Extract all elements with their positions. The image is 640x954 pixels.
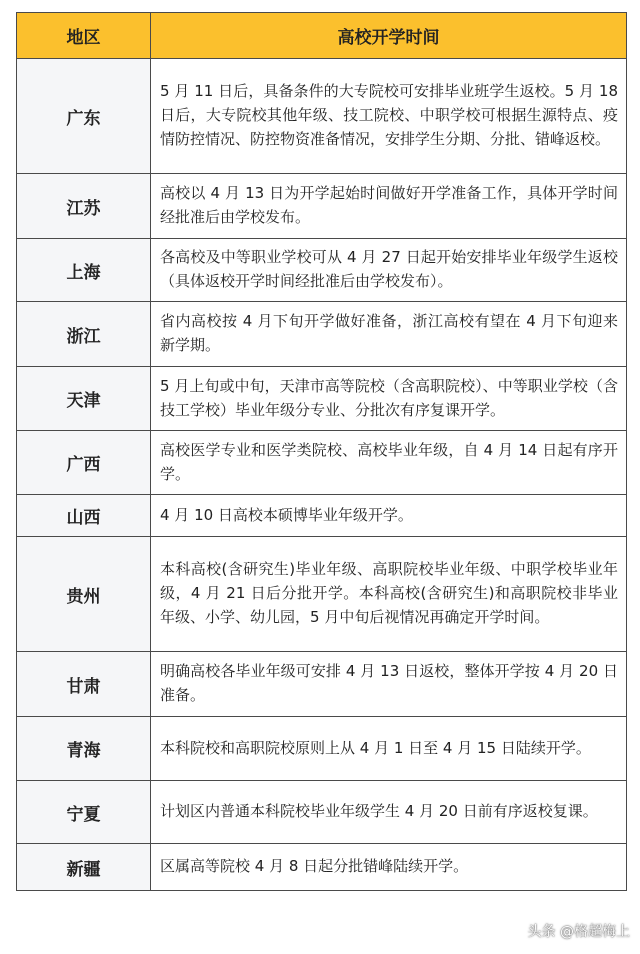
region-cell: 贵州 bbox=[17, 537, 151, 652]
table-row bbox=[17, 174, 627, 239]
header-opening-time: 高校开学时间 bbox=[151, 13, 627, 59]
region-cell: 江苏 bbox=[17, 174, 151, 239]
table-row bbox=[17, 239, 627, 302]
region-cell: 甘肃 bbox=[17, 652, 151, 717]
table-row bbox=[17, 844, 627, 891]
opening-time-cell: 计划区内普通本科院校毕业年级学生 4 月 20 日前有序返校复课。 bbox=[151, 781, 627, 844]
opening-time-cell: 4 月 10 日高校本硕博毕业年级开学。 bbox=[151, 495, 627, 537]
school-opening-table bbox=[16, 12, 627, 891]
region-cell: 广西 bbox=[17, 431, 151, 495]
opening-time-cell: 区属高等院校 4 月 8 日起分批错峰陆续开学。 bbox=[151, 844, 627, 891]
table-row bbox=[17, 717, 627, 781]
opening-time-cell: 5 月 11 日后，具备条件的大专院校可安排毕业班学生返校。5 月 18 日后，大专院校其他年级、技工院校、中职学校可根据生源特点、疫情防控情况、防控物资准备情况，安排学生分期、分批、错峰返校。 bbox=[151, 59, 627, 174]
table-row bbox=[17, 652, 627, 717]
table-row bbox=[17, 537, 627, 652]
opening-time-cell: 5 月上旬或中旬，天津市高等院校（含高职院校）、中等职业学校（含技工学校）毕业年级分专业、分批次有序复课开学。 bbox=[151, 367, 627, 431]
opening-time-cell: 明确高校各毕业年级可安排 4 月 13 日返校，整体开学按 4 月 20 日准备。 bbox=[151, 652, 627, 717]
opening-time-cell: 各高校及中等职业学校可从 4 月 27 日起开始安排毕业年级学生返校（具体返校开学时间经批准后由学校发布）。 bbox=[151, 239, 627, 302]
table-header-row bbox=[17, 13, 627, 59]
watermark: 头条 @格超梅上 bbox=[527, 924, 630, 940]
table-row bbox=[17, 367, 627, 431]
region-cell: 天津 bbox=[17, 367, 151, 431]
header-region: 地区 bbox=[17, 13, 151, 59]
table-row bbox=[17, 495, 627, 537]
opening-time-cell: 省内高校按 4 月下旬开学做好准备，浙江高校有望在 4 月下旬迎来新学期。 bbox=[151, 302, 627, 367]
opening-time-cell: 高校医学专业和医学类院校、高校毕业年级，自 4 月 14 日起有序开学。 bbox=[151, 431, 627, 495]
opening-time-cell: 高校以 4 月 13 日为开学起始时间做好开学准备工作，具体开学时间经批准后由学校发布。 bbox=[151, 174, 627, 239]
opening-time-cell: 本科院校和高职院校原则上从 4 月 1 日至 4 月 15 日陆续开学。 bbox=[151, 717, 627, 781]
region-cell: 宁夏 bbox=[17, 781, 151, 844]
region-cell: 山西 bbox=[17, 495, 151, 537]
region-cell: 广东 bbox=[17, 59, 151, 174]
opening-time-cell: 本科高校(含研究生)毕业年级、高职院校毕业年级、中职学校毕业年级，4 月 21 日后分批开学。本科高校(含研究生)和高职院校非毕业年级、小学、幼儿园，5 月中旬后视情况再确定开学时间。 bbox=[151, 537, 627, 652]
region-cell: 青海 bbox=[17, 717, 151, 781]
table-row bbox=[17, 431, 627, 495]
table-row bbox=[17, 302, 627, 367]
region-cell: 新疆 bbox=[17, 844, 151, 891]
region-cell: 上海 bbox=[17, 239, 151, 302]
table-row bbox=[17, 59, 627, 174]
table-row bbox=[17, 781, 627, 844]
region-cell: 浙江 bbox=[17, 302, 151, 367]
